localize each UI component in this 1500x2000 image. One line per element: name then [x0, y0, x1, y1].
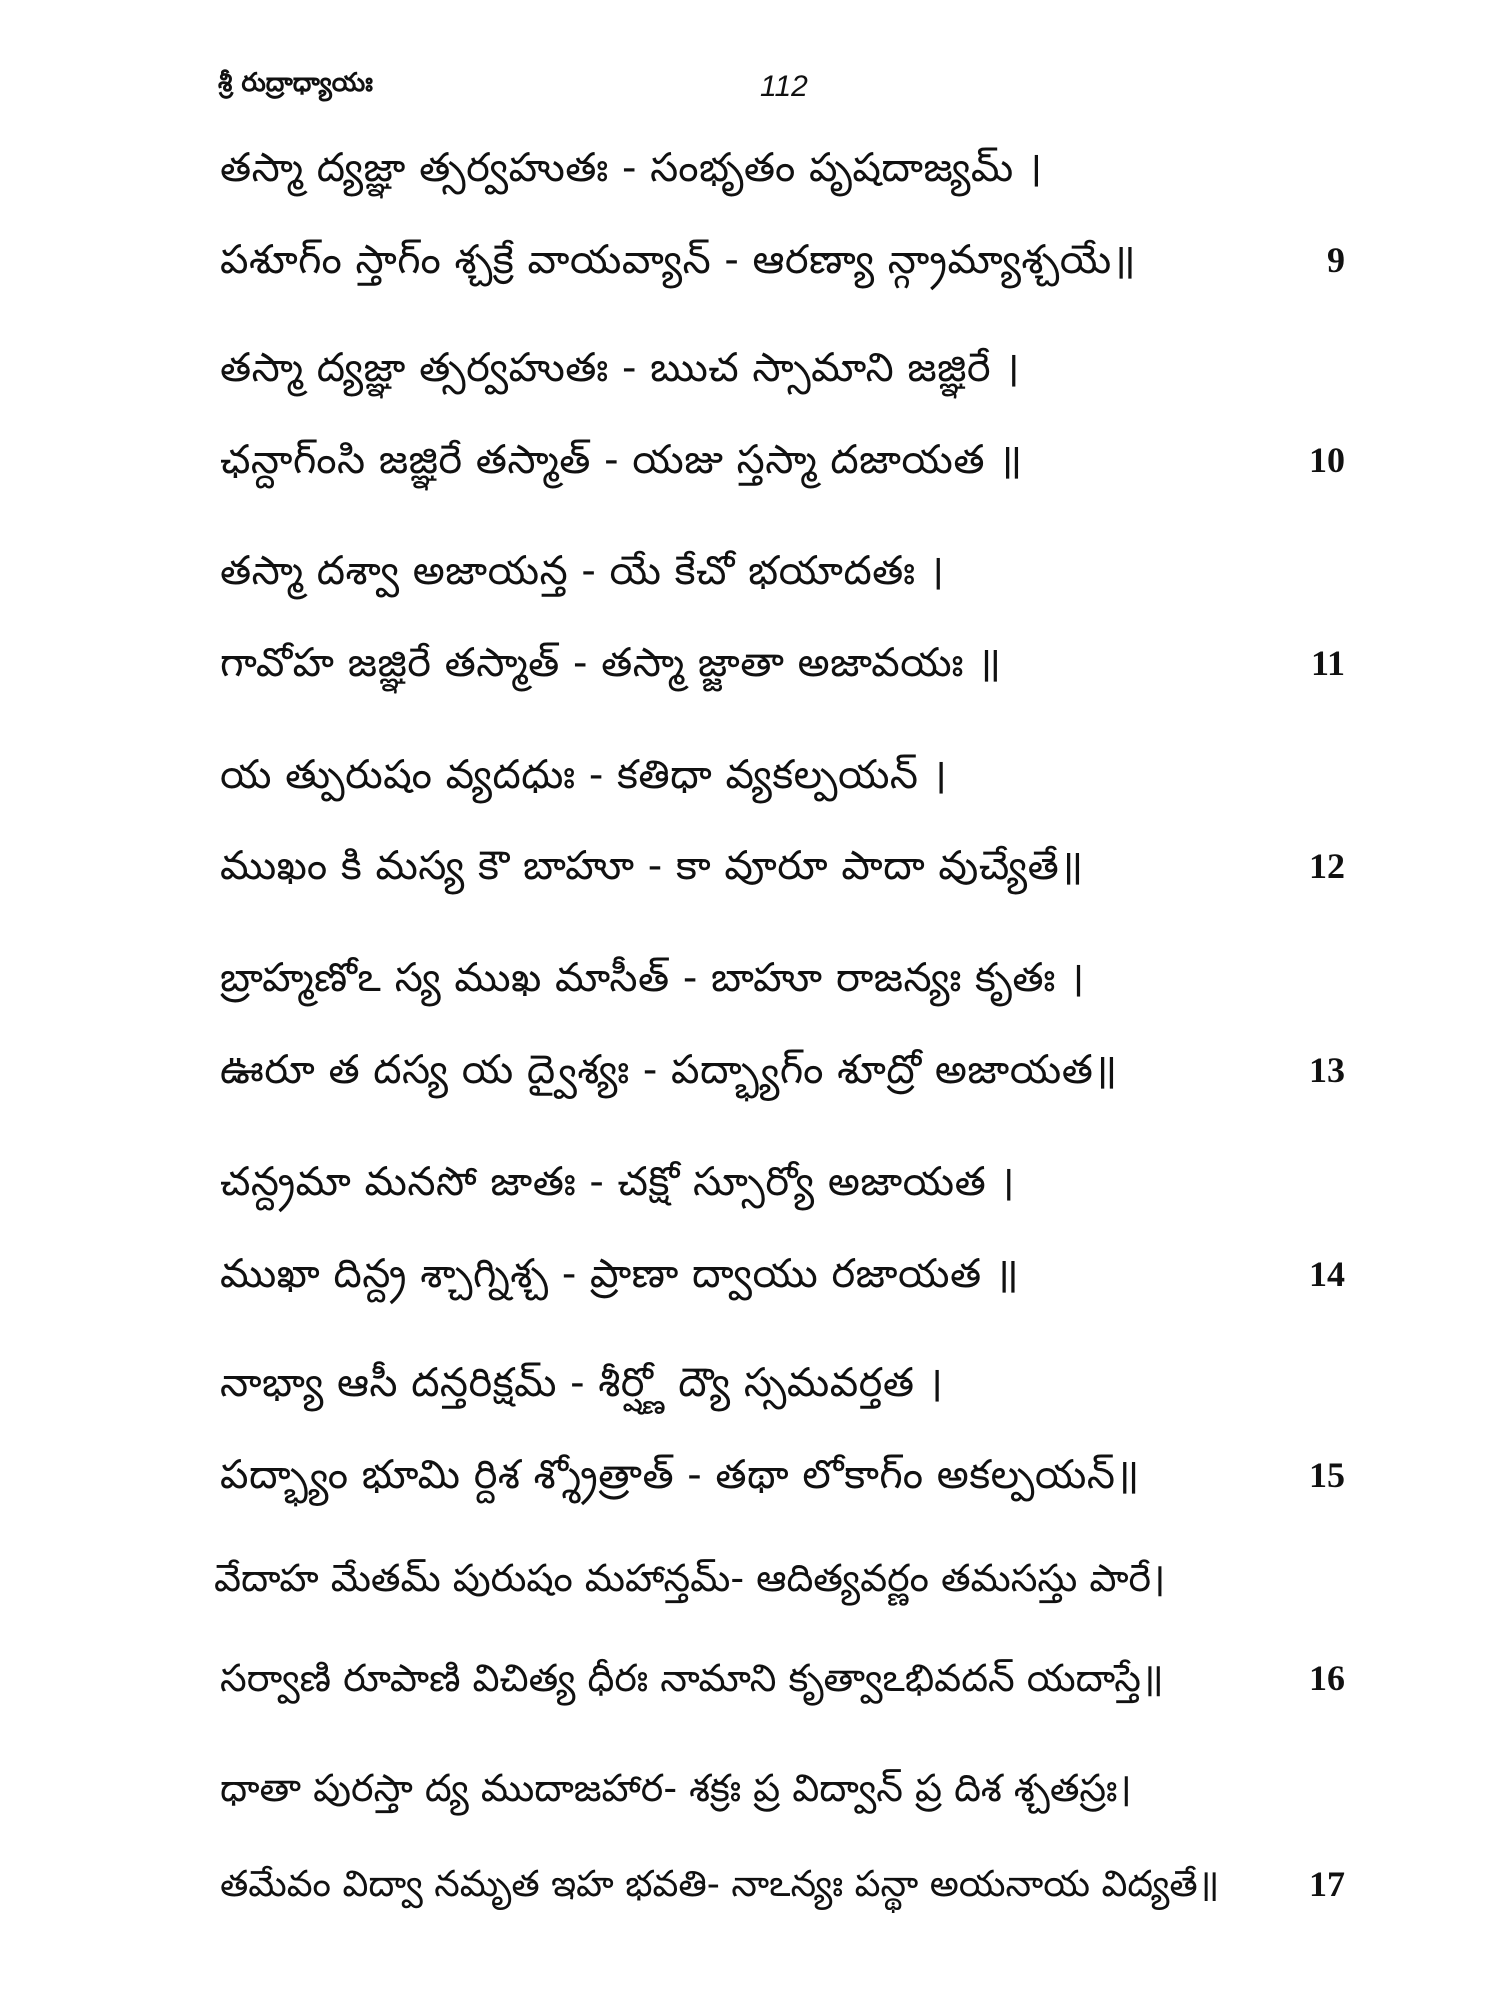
verse-number-11: 11 — [1310, 643, 1345, 683]
page-number: 112 — [760, 70, 808, 103]
verse-9-line-1: తస్మా ద్యజ్ఞా త్సర్వహుతః - సంభృతం పృషదాజ్యమ్ । — [220, 145, 1043, 191]
verse-number-9: 9 — [1327, 240, 1345, 280]
verse-10-line-1: తస్మా ద్యజ్ఞా త్సర్వహుతః - ఋచ స్సామాని జజ్ఞిరే । — [220, 345, 1020, 391]
verse-15-line-1: నాభ్యా ఆసీ దన్తరిక్షమ్ - శీర్ష్ణో ద్యౌ స్సమవర్తత । — [220, 1360, 944, 1406]
verse-17-line-2: తమేవం విద్వా నమృత ఇహ భవతి- నాఽన్యః పన్థా అయనాయ విద్యతే॥ — [220, 1862, 1220, 1905]
verse-10-line-2: ఛన్దాగ్ంసి జజ్ఞిరే తస్మాత్ - యజు స్తస్మా దజాయత ॥ — [220, 437, 1023, 483]
verse-number-16: 16 — [1309, 1658, 1345, 1698]
header-title: శ్రీ రుద్రాధ్యాయః — [218, 68, 373, 98]
verse-number-13: 13 — [1309, 1050, 1345, 1090]
verse-9-line-2: పశూగ్ం స్తాగ్ం శ్చక్రే వాయవ్యాన్ - ఆరణ్యా న్గ్రామ్యాశ్చయే॥ — [220, 237, 1137, 283]
verse-16-line-1: వేదాహ మేతమ్ పురుషం మహాన్తమ్- ఆదిత్యవర్ణం తమసస్తు పారే। — [214, 1556, 1166, 1600]
verse-17-line-1: ధాతా పురస్తా ద్య ముదాజహార- శక్రః ప్ర విద్వాన్ ప్ర దిశ శ్చతస్రః। — [220, 1766, 1132, 1810]
verse-number-10: 10 — [1309, 440, 1345, 480]
verse-number-12: 12 — [1309, 846, 1345, 886]
verse-14-line-1: చన్ద్రమా మనసో జాతః - చక్షో స్సూర్యో అజాయత । — [220, 1159, 1016, 1205]
verse-number-17: 17 — [1309, 1864, 1345, 1904]
verse-11-line-2: గావోహ జజ్ఞిరే తస్మాత్ - తస్మా జ్జాతా అజావయః ॥ — [220, 640, 1002, 686]
verse-number-14: 14 — [1309, 1254, 1345, 1294]
verse-15-line-2: పద్భ్యాం భూమి ర్దిశ శ్శ్రోత్రాత్ - తథా లోకాగ్ం అకల్పయన్॥ — [220, 1452, 1140, 1498]
verse-13-line-1: బ్రాహ్మణోఽ స్య ముఖ మాసీత్ - బాహూ రాజన్యః కృతః । — [220, 955, 1085, 1001]
verse-number-15: 15 — [1309, 1455, 1345, 1495]
verse-16-line-2: సర్వాణి రూపాణి విచిత్య ధీరః నామాని కృత్వాఽభివదన్ యదాస్తే॥ — [220, 1656, 1164, 1700]
verse-14-line-2: ముఖా దిన్ద్ర శ్చాగ్నిశ్చ - ప్రాణా ద్వాయు రజాయత ॥ — [220, 1251, 1020, 1297]
verse-11-line-1: తస్మా దశ్వా అజాయన్త - యే కేచో భయాదతః । — [220, 548, 945, 594]
verse-12-line-2: ముఖం కి మస్య కౌ బాహూ - కా వూరూ పాదా వుచ్యేతే॥ — [220, 843, 1084, 889]
verse-13-line-2: ఊరూ త దస్య య ద్వైశ్యః - పద్భ్యాగ్ం శూద్రో అజాయత॥ — [220, 1047, 1118, 1093]
verse-12-line-1: య త్పురుషం వ్యదధుః - కతిధా వ్యకల్పయన్ । — [220, 752, 948, 798]
